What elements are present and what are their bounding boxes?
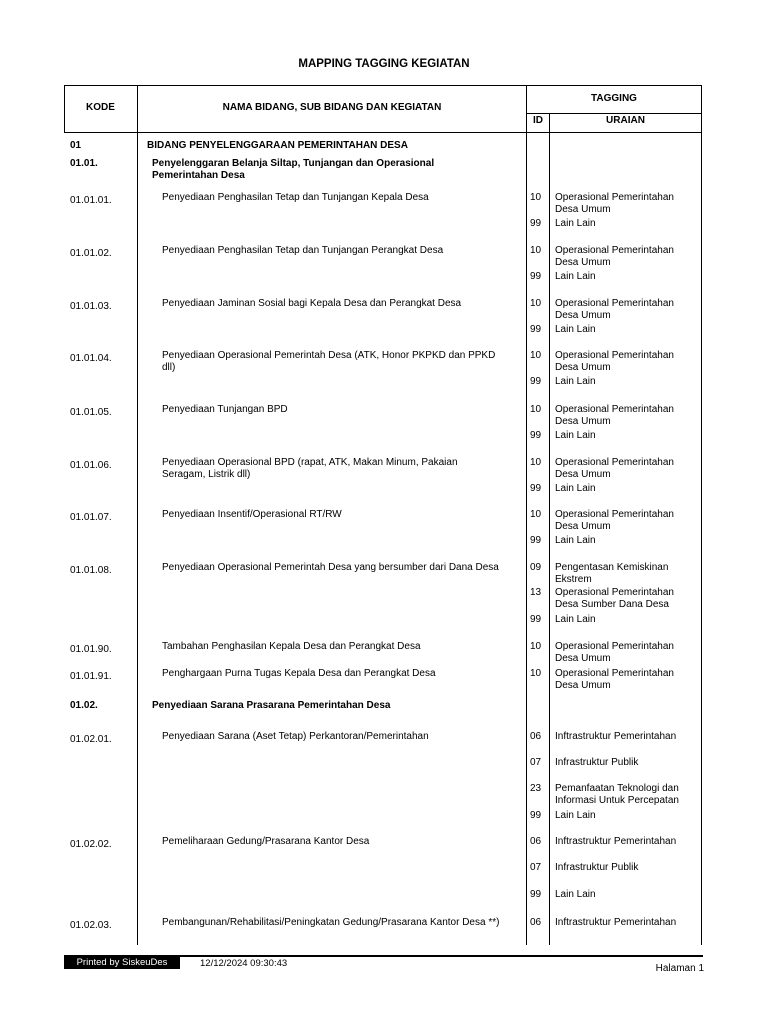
tag-id: 10 xyxy=(530,668,542,679)
tag-uraian: Operasional Pemerintahan Desa Sumber Dana Desa xyxy=(555,587,674,610)
row-kode: 01.01.06. xyxy=(70,460,112,471)
row-nama: Penghargaan Purna Tugas Kepala Desa dan Perangkat Desa xyxy=(162,668,436,679)
row-kode: 01.01.08. xyxy=(70,565,112,576)
tag-id: 13 xyxy=(530,587,542,598)
tag-uraian: Lain Lain xyxy=(555,271,596,282)
print-timestamp: 12/12/2024 09:30:43 xyxy=(200,958,288,969)
page-number: Halaman 1 xyxy=(655,963,704,974)
tag-id: 06 xyxy=(530,731,542,742)
tag-id: 99 xyxy=(530,376,542,387)
tag-id: 10 xyxy=(530,350,542,361)
tag-id: 10 xyxy=(530,404,542,415)
tag-uraian: Lain Lain xyxy=(555,376,596,387)
tag-id: 99 xyxy=(530,218,542,229)
row-nama: Penyelenggaran Belanja Siltap, Tunjangan dan Operasional Pemerintahan Desa xyxy=(152,158,435,181)
tag-id: 99 xyxy=(530,614,542,625)
row-nama: Penyediaan Operasional Pemerintah Desa yang bersumber dari Dana Desa xyxy=(162,562,499,573)
row-kode: 01.01.02. xyxy=(70,248,112,259)
row-kode: 01.01.01. xyxy=(70,195,112,206)
row-kode: 01.01.04. xyxy=(70,353,112,364)
table-right-border xyxy=(701,85,702,945)
row-kode: 01.01.05. xyxy=(70,407,112,418)
tag-uraian: Inftrastruktur Pemerintahan xyxy=(555,836,677,847)
printed-by-badge: Printed by SiskeuDes xyxy=(64,957,180,969)
tag-id: 09 xyxy=(530,562,542,573)
header-tagging: TAGGING xyxy=(591,93,637,104)
row-nama: Penyediaan Penghasilan Tetap dan Tunjangan Kepala Desa xyxy=(162,192,429,203)
tag-uraian: Lain Lain xyxy=(555,430,596,441)
tag-uraian: Operasional Pemerintahan Desa Umum xyxy=(555,192,674,215)
tag-uraian: Operasional Pemerintahan Desa Umum xyxy=(555,404,674,427)
tag-uraian: Infrastruktur Publik xyxy=(555,757,639,768)
tag-id: 07 xyxy=(530,757,542,768)
tag-id: 99 xyxy=(530,535,542,546)
tag-id: 10 xyxy=(530,509,542,520)
tag-uraian: Pemanfaatan Teknologi dan Informasi Untuk Percepatan xyxy=(555,783,679,806)
tag-uraian: Operasional Pemerintahan Desa Umum xyxy=(555,245,674,268)
kode-column-divider xyxy=(137,85,138,945)
row-kode: 01.01. xyxy=(70,158,98,169)
header-uraian: URAIAN xyxy=(606,115,645,126)
tag-id: 99 xyxy=(530,810,542,821)
tag-uraian: Pengentasan Kemiskinan Ekstrem xyxy=(555,562,669,585)
row-kode: 01.02.01. xyxy=(70,734,112,745)
nama-column-divider xyxy=(526,85,527,945)
tag-id: 10 xyxy=(530,457,542,468)
tag-uraian: Operasional Pemerintahan Desa Umum xyxy=(555,509,674,532)
tag-id: 10 xyxy=(530,192,542,203)
header-nama: NAMA BIDANG, SUB BIDANG DAN KEGIATAN xyxy=(222,102,442,113)
header-id: ID xyxy=(533,115,543,126)
tag-id: 10 xyxy=(530,298,542,309)
tag-uraian: Operasional Pemerintahan Desa Umum xyxy=(555,457,674,480)
row-kode: 01.01.91. xyxy=(70,671,112,682)
tag-id: 99 xyxy=(530,430,542,441)
tag-uraian: Lain Lain xyxy=(555,535,596,546)
tag-id: 99 xyxy=(530,889,542,900)
tag-id: 07 xyxy=(530,862,542,873)
row-nama: Penyediaan Penghasilan Tetap dan Tunjangan Perangkat Desa xyxy=(162,245,444,256)
tag-uraian: Operasional Pemerintahan Desa Umum xyxy=(555,641,674,664)
tagging-divider xyxy=(526,113,702,114)
tag-uraian: Lain Lain xyxy=(555,483,596,494)
row-nama: Penyediaan Sarana (Aset Tetap) Perkantoran/Pemerintahan xyxy=(162,731,429,742)
tag-uraian: Lain Lain xyxy=(555,218,596,229)
row-nama: Penyediaan Operasional BPD (rapat, ATK, Makan Minum, Pakaian Seragam, Listrik dll) xyxy=(162,457,458,480)
tag-id: 23 xyxy=(530,783,542,794)
id-column-divider xyxy=(549,113,550,945)
tag-uraian: Lain Lain xyxy=(555,889,596,900)
document-title: MAPPING TAGGING KEGIATAN xyxy=(298,58,470,70)
row-nama: Penyediaan Insentif/Operasional RT/RW xyxy=(162,509,342,520)
row-nama: Tambahan Penghasilan Kepala Desa dan Perangkat Desa xyxy=(162,641,421,652)
tag-id: 99 xyxy=(530,324,542,335)
row-kode: 01.01.90. xyxy=(70,644,112,655)
tag-uraian: Lain Lain xyxy=(555,614,596,625)
tag-uraian: Lain Lain xyxy=(555,810,596,821)
row-kode: 01.01.07. xyxy=(70,512,112,523)
row-kode: 01.02.02. xyxy=(70,839,112,850)
tag-id: 99 xyxy=(530,271,542,282)
header-bottom-border xyxy=(64,132,702,133)
table-top-border xyxy=(64,85,702,86)
tag-uraian: Infrastruktur Publik xyxy=(555,862,639,873)
row-nama: Penyediaan Operasional Pemerintah Desa (ATK, Honor PKPKD dan PPKD dll) xyxy=(162,350,496,373)
header-kode: KODE xyxy=(86,102,115,113)
row-kode: 01.02. xyxy=(70,700,98,711)
row-nama: Pemeliharaan Gedung/Prasarana Kantor Desa xyxy=(162,836,370,847)
tag-id: 99 xyxy=(530,483,542,494)
tag-id: 10 xyxy=(530,641,542,652)
tag-uraian: Operasional Pemerintahan Desa Umum xyxy=(555,668,674,691)
tag-uraian: Operasional Pemerintahan Desa Umum xyxy=(555,298,674,321)
tag-id: 06 xyxy=(530,917,542,928)
row-nama: BIDANG PENYELENGGARAAN PEMERINTAHAN DESA xyxy=(147,140,408,151)
tag-id: 10 xyxy=(530,245,542,256)
tag-uraian: Lain Lain xyxy=(555,324,596,335)
row-kode: 01.01.03. xyxy=(70,301,112,312)
row-nama: Penyediaan Sarana Prasarana Pemerintahan Desa xyxy=(152,700,391,711)
row-nama: Pembangunan/Rehabilitasi/Peningkatan Gedung/Prasarana Kantor Desa **) xyxy=(162,917,500,928)
tag-uraian: Inftrastruktur Pemerintahan xyxy=(555,731,677,742)
tag-id: 06 xyxy=(530,836,542,847)
row-kode: 01 xyxy=(70,140,82,151)
tag-uraian: Operasional Pemerintahan Desa Umum xyxy=(555,350,674,373)
mapping-table xyxy=(64,85,702,945)
row-kode: 01.02.03. xyxy=(70,920,112,931)
row-nama: Penyediaan Jaminan Sosial bagi Kepala Desa dan Perangkat Desa xyxy=(162,298,462,309)
row-nama: Penyediaan Tunjangan BPD xyxy=(162,404,288,415)
tag-uraian: Inftrastruktur Pemerintahan xyxy=(555,917,677,928)
